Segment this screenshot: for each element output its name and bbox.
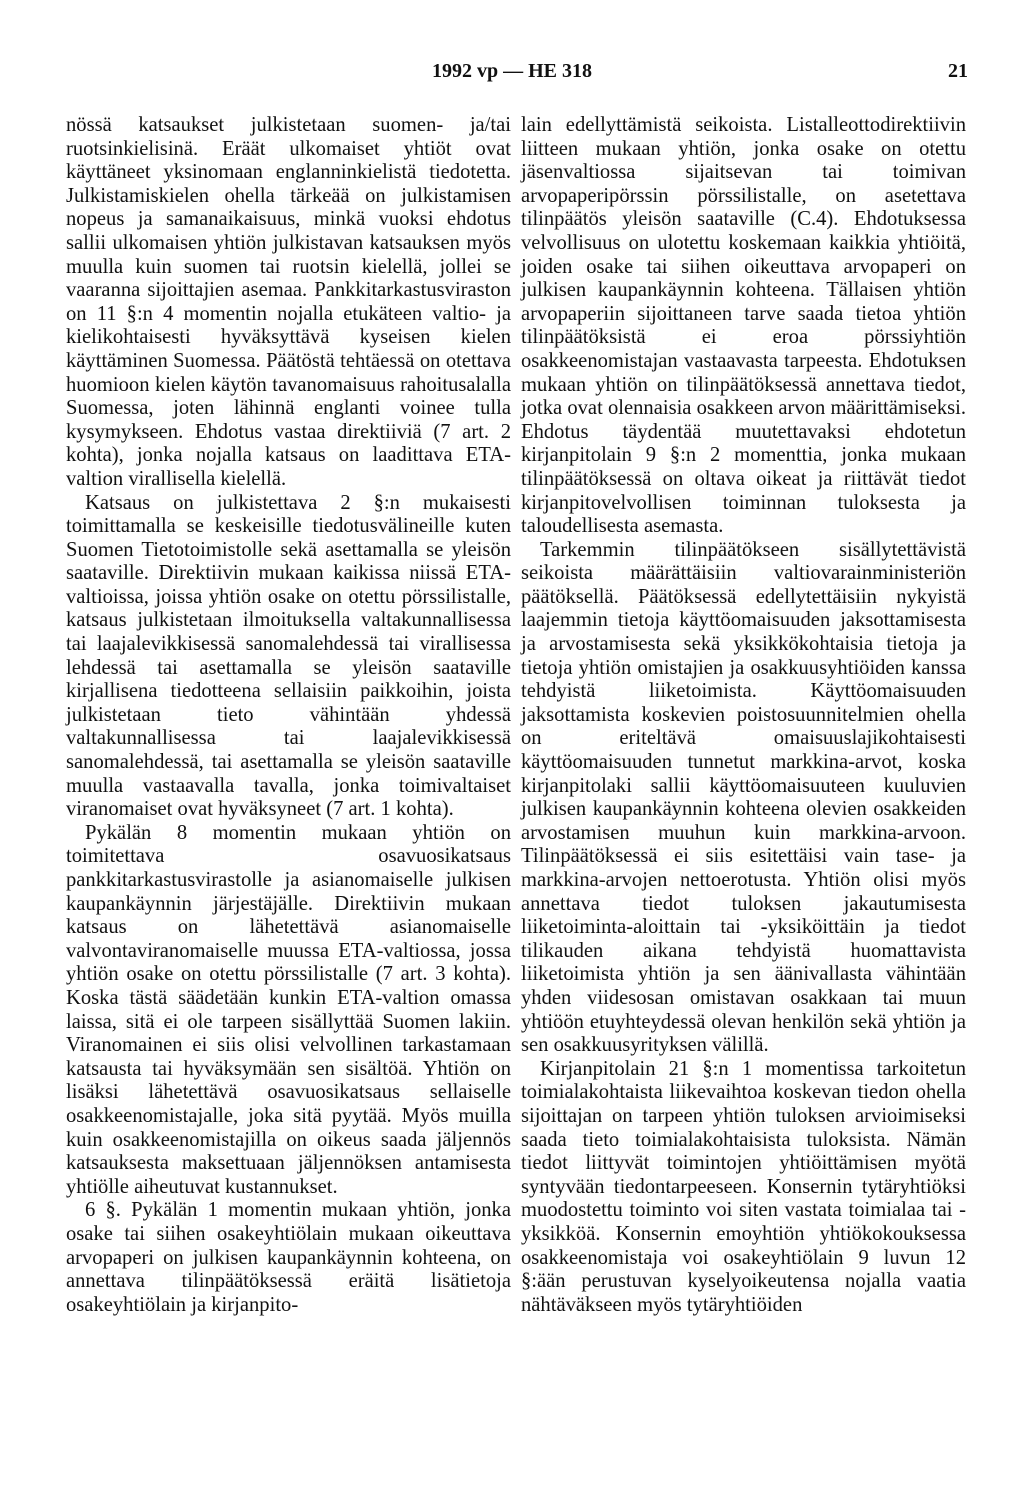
page-number: 21 [948,60,968,82]
page-header [0,60,1024,88]
right-column [521,114,966,1317]
left-column [66,114,511,1317]
paragraph: Pykälän 8 momentin mukaan yhtiön on toimitettava osavuosikatsaus pankkitarkastusvirastolle ja asianomaiselle julkisen kaupankäynnin järjestäjälle. Direktiivin mukaan katsaus on lähetettävä asianomaiselle valvontaviranomaiselle muussa ETA-valtiossa, jossa yhtiön osake on otettu pörssilistalle (7 art. 3 kohta). Koska tästä säädetään kunkin ETA-valtion omassa laissa, sitä ei ole tarpeen sisällyttää Suomen lakiin. Viranomainen ei siis olisi velvollinen tarkastamaan katsausta tai hyväksymään sen sisältöä. Yhtiön on lisäksi lähetettävä osavuosikatsaus sellaiselle osakkeenomistajalle, joka sitä pyytää. Myös muilla kuin osakkeenomistajilla on oikeus saada jäljennös katsauksesta maksettuaan jäljennöksen antamisesta yhtiölle aiheutuvat kustannukset. [66,821,511,1198]
paragraph: nössä katsaukset julkistetaan suomen- ja/tai ruotsinkielisinä. Eräät ulkomaiset yhtiöt ovat käyttäneet yksinomaan englanninkielistä tiedotetta. Julkistamiskielen ohella tärkeää on julkistamisen nopeus ja samanaikaisuus, minkä vuoksi ehdotus sallii ulkomaisen yhtiön julkistavan katsauksen myös muulla kuin suomen tai ruotsin kielellä, jollei se vaaranna sijoittajien asemaa. Pankkitarkastusviraston on 11 §:n 4 momentin nojalla etukäteen valtio- ja kielikohtaisesti hyväksyttävä kyseisen kielen käyttäminen Suomessa. Päätöstä tehtäessä on otettava huomioon kielen käytön tavanomaisuus rahoitusalalla Suomessa, joten lähinnä englanti voinee tulla kysymykseen. Ehdotus vastaa direktiiviä (7 art. 2 kohta), jonka nojalla katsaus on laadittava ETA-valtion virallisella kielellä. [66,114,511,490]
paragraph: Tarkemmin tilinpäätökseen sisällytettävistä seikoista määrättäisiin valtiovarainministeriön päätöksellä. Päätöksessä edellytettäisiin nykyistä laajemmin tietoja käyttöomaisuuden jaksottamisesta ja arvostamisesta sekä yksikkökohtaisia tietoja ja tietoja yhtiön omistajien ja osakkuusyhtiöiden kanssa tehdyistä liiketoimista. Käyttöomaisuuden jaksottamista koskevien poistosuunnitelmien ohella on eriteltävä omaisuuslajikohtaisesti käyttöomaisuuden tunnetut markkina-arvot, koska kirjanpitolaki sallii käyttöomaisuuteen kuuluvien julkisen kaupankäynnin kohteena olevien osakkeiden arvostamisen muuhun kuin markkina-arvoon. Tilinpäätöksessä ei siis esitettäisi vain tase- ja markkina-arvojen nettoerotusta. Yhtiön olisi myös annettava tiedot tuloksen jakautumisesta liiketoiminta-aloittain tai -yksiköittäin ja tiedot tilikauden aikana tehdyistä huomattavista liiketoimista yhtiön ja sen äänivallasta vähintään yhden viidesosan omistavan osakkaan tai muun yhtiöön etuyhteydessä olevan henkilön sekä yhtiön ja sen osakkuusyrityksen välillä. [521,538,966,1057]
paragraph: Katsaus on julkistettava 2 §:n mukaisesti toimittamalla se keskeisille tiedotusvälineille kuten Suomen Tietotoimistolle sekä asettamalla se yleisön saataville. Direktiivin mukaan kaikissa niissä ETA-valtioissa, joissa yhtiön osake on otettu pörssilistalle, katsaus julkistetaan ilmoituksella valtakunnallisessa tai laajalevikkisessä sanomalehdessä tai virallisessa lehdessä tai asettamalla se yleisön saataville kirjallisena tiedotteena sellaisiin paikkoihin, joista julkistetaan tieto vähintään yhdessä valtakunnallisessa tai laajalevikkisessä sanomalehdessä, tai asettamalla se yleisön saataville muulla vastaavalla tavalla, jonka toimivaltaiset viranomaiset ovat hyväksyneet (7 art. 1 kohta). [66,491,511,821]
paragraph: 6 §. Pykälän 1 momentin mukaan yhtiön, jonka osake tai siihen osakeyhtiölain mukaan oikeuttava arvopaperi on julkisen kaupankäynnin kohteena, on annettava tilinpäätöksessä eräitä lisätietoja osakeyhtiölain ja kirjanpito- [66,1199,511,1316]
paragraph: Kirjanpitolain 21 §:n 1 momentissa tarkoitetun toimialakohtaista liikevaihtoa koskevan tiedon ohella sijoittajan on tarpeen yhtiön tuloksen arvioimiseksi saada tieto toimialakohtaisista tuloksista. Nämän tiedot liittyvät toimintojen yhtiöittämisen myötä syntyvään tiedontarpeeseen. Konsernin tytäryhtiöksi muodostettu toiminto voi siten vastata toimialaa tai -yksikköä. Konsernin emoyhtiön yhtiökokouksessa osakkeenomistaja voi osakeyhtiölain 9 luvun 12 §:ään perustuvan kyselyoikeutensa nojalla vaatia nähtäväkseen myös tytäryhtiöiden [521,1057,966,1316]
running-title: 1992 vp — HE 318 [431,60,593,82]
paragraph: lain edellyttämistä seikoista. Listalleottodirektiivin liitteen mukaan yhtiön, jonka osake on otettu jäsenvaltiossa sijaitsevan tai toimivan arvopaperipörssin pörssilistalle, on asetettava tilinpäätös yleisön saataville (C.4). Ehdotuksessa velvollisuus on ulotettu koskemaan kaikkia yhtiöitä, joiden osake tai siihen oikeuttava arvopaperi on julkisen kaupankäynnin kohteena. Tällaisen yhtiön arvopaperiin sijoittaneen tarve saada tietoa yhtiön tilinpäätöksistä ei eroa pörssiyhtiön osakkeenomistajan vastaavasta tarpeesta. Ehdotuksen mukaan yhtiön on tilinpäätöksessä annettava tiedot, jotka ovat olennaisia osakkeen arvon määrittämiseksi. Ehdotus täydentää muutettavaksi ehdotetun kirjanpitolain 9 §:n 2 momenttia, jonka mukaan tilinpäätöksessä on oltava oikeat ja riittävät tiedot kirjanpitovelvollisen toiminnan tuloksesta ja taloudellisesta asemasta. [521,114,966,538]
